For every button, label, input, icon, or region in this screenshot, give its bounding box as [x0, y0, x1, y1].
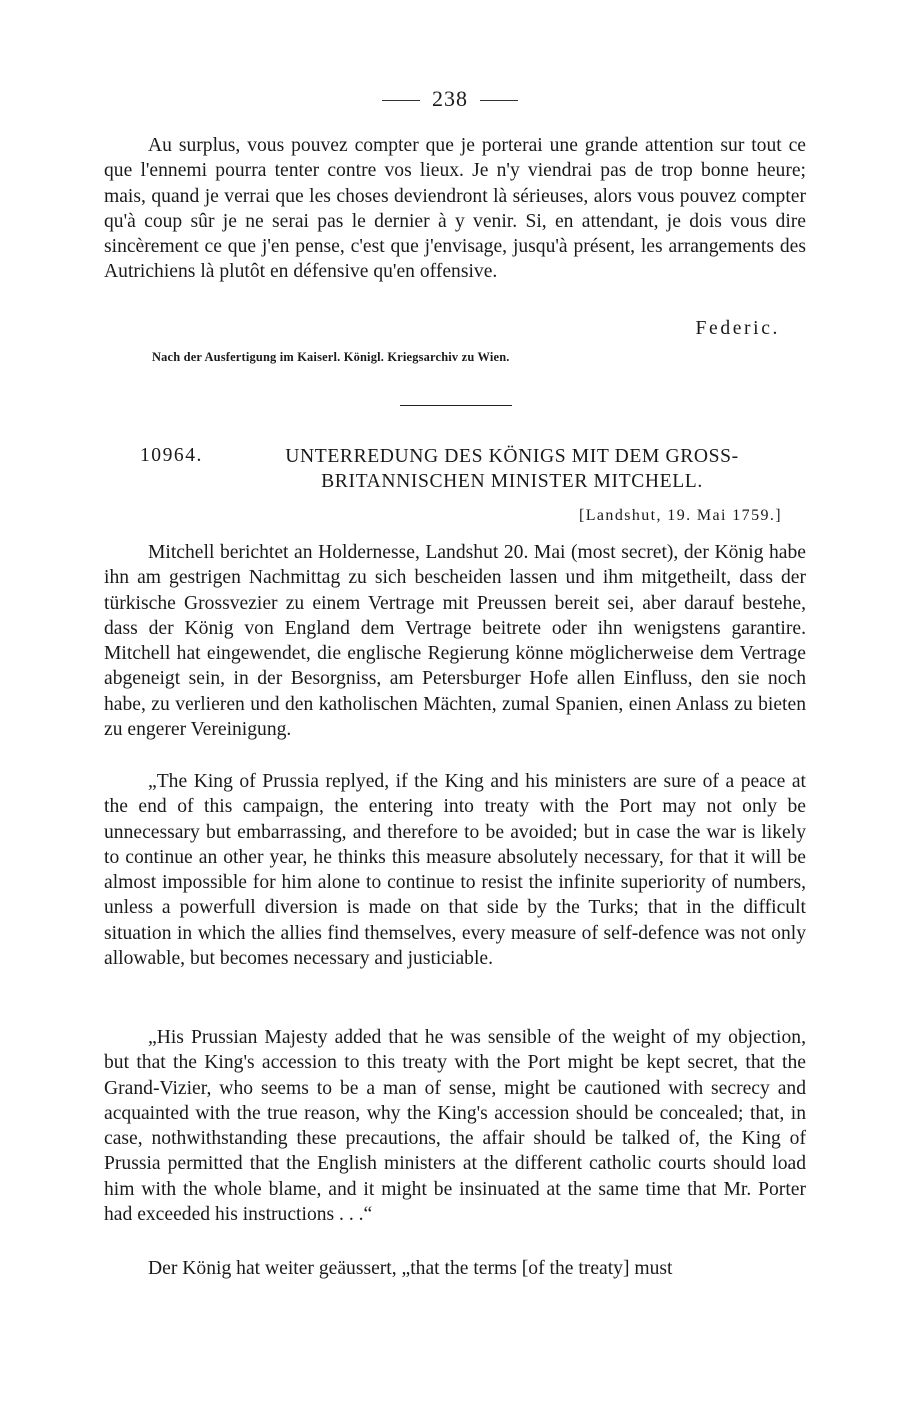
page-header	[0, 86, 900, 112]
source-note: Nach der Ausfertigung im Kaiserl. Königl. Kriegsarchiv zu Wien.	[152, 350, 510, 364]
document-number: 10964.	[140, 445, 203, 466]
header-dash-right	[480, 100, 518, 101]
body-paragraph-1: Mitchell berichtet an Holdernesse, Landshut 20. Mai (most secret), der König habe ihn am gestrigen Nachmittag zu sich bescheiden lassen und ihm mitgetheilt, dass der türkische Grossvezier zu einem Vertrage mit Preussen bereit sei, aber darauf bestehe, dass der König von England dem Vertrage beitrete oder ihn wenigstens garantire. Mitchell hat eingewendet, die englische Regierung könne möglicherweise dem Vertrage abgeneigt sein, in der Besorgniss, am Petersburger Hofe allen Einfluss, den sie noch habe, zu verlieren und den katholischen Mächten, zumal Spanien, einen Anlass zu bieten zu engerer Vereinigung.	[104, 542, 806, 741]
body-paragraph-2: „The King of Prussia replyed, if the King and his ministers are sure of a peace at the end of this campaign, the entering into treaty with the Port may not only be unnecessary but embarrassing, and therefore to be avoided; but in case the war is likely to continue an other year, he thinks this measure absolutely necessary, for that it will be almost impossible for him alone to continue to resist the infinite superiority of numbers, unless a powerfull diversion is made on that side by the Turks; that in the difficult situation in which the allies find themselves, every measure of self-defence was not only allowable, but becomes necessary and justiciable.	[104, 771, 806, 970]
document-title: UNTERREDUNG DES KÖNIGS MIT DEM GROSS-BRITANNISCHEN MINISTER MITCHELL.	[285, 446, 739, 492]
letter-paragraph: Au surplus, vous pouvez compter que je porterai une grande attention sur tout ce que l'ennemi pourra tenter contre vos lieux. Je n'y viendrai pas de trop bonne heure; mais, quand je verrai que les choses deviendront là sérieuses, alors vous pouvez compter qu'à coup sûr je ne serai pas le dernier à y venir. Si, en attendant, je dois vous dire sincèrement ce que j'en pense, c'est que j'envisage, jusqu'à présent, les arrangements des Autrichiens là plutôt en défensive qu'en offensive.	[104, 135, 806, 283]
signature: Federic.	[695, 318, 780, 339]
body-paragraph-3: „His Prussian Majesty added that he was sensible of the weight of my objection, but that the King's accession to this treaty with the Port might be kept secret, that the Grand-Vizier, who seems to be a man of sense, might be cautioned with secrecy and acquainted with the true reason, why the King's accession should be concealed; that, in case, nothwithstanding these precautions, the affair should be talked of, the King of Prussia permitted that the English ministers at the different catholic courts should load him with the whole blame, and it might be insinuated at the same time that Mr. Porter had exceeded his instructions . . .“	[104, 1027, 806, 1226]
page-number: 238	[432, 86, 468, 111]
header-dash-left	[382, 100, 420, 101]
document-date: [Landshut, 19. Mai 1759.]	[579, 507, 782, 524]
section-divider	[400, 405, 512, 406]
body-paragraph-4: Der König hat weiter geäussert, „that the terms [of the treaty] must	[148, 1258, 673, 1279]
